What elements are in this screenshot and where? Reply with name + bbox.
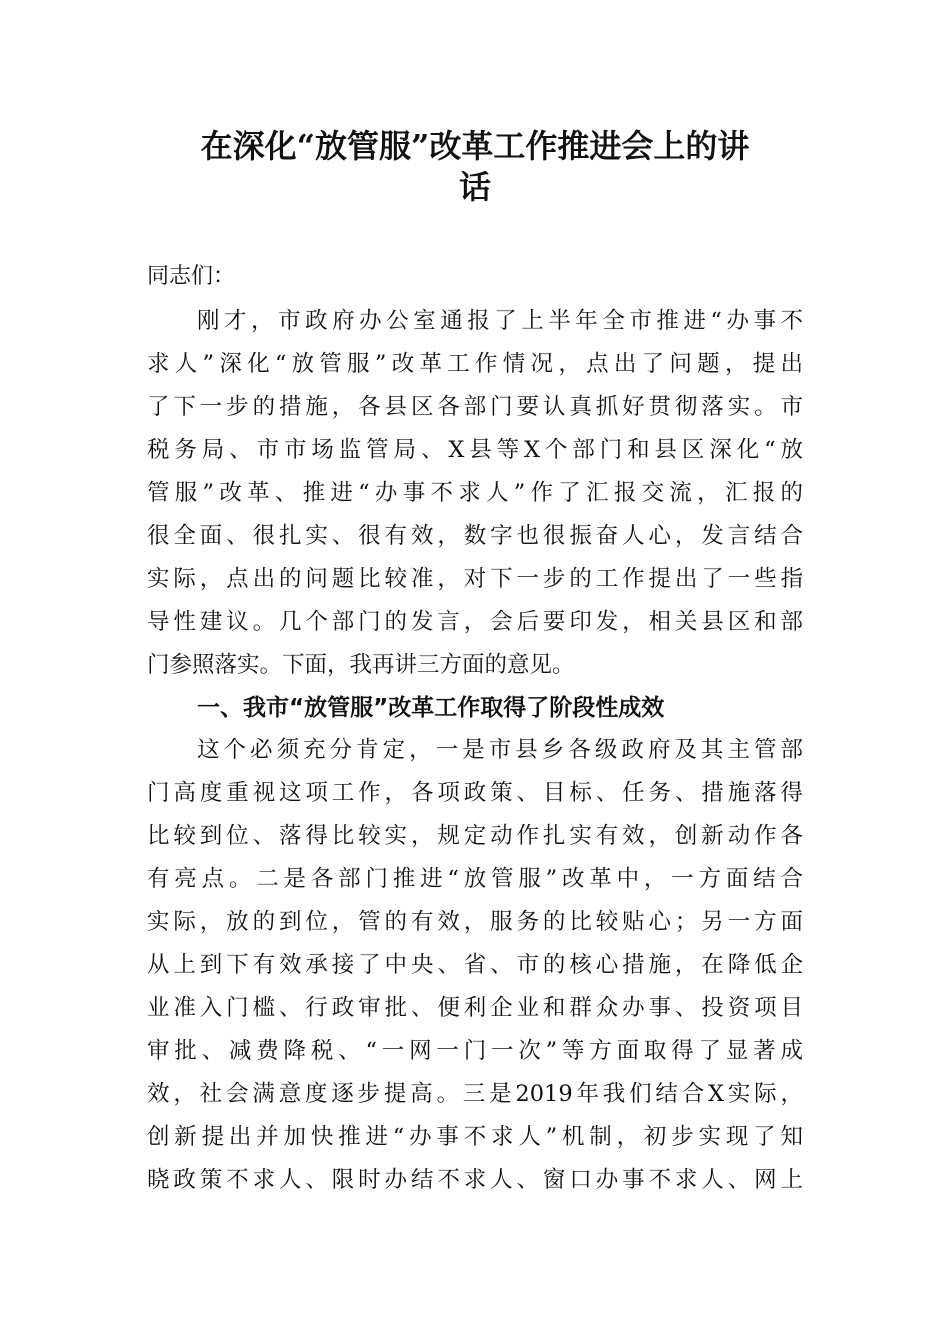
paragraph-line: 实际，放的到位，管的有效，服务的比较贴心；另一方面: [147, 909, 803, 935]
section-heading: 一、我市“放管服”改革工作取得了阶段性成效: [197, 695, 665, 721]
paragraph-line: 有亮点。二是各部门推进“放管服”改革中，一方面结合: [147, 866, 803, 892]
paragraph-line: 审批、减费降税、“一网一门一次”等方面取得了显著成: [147, 1038, 803, 1064]
paragraph-2: [147, 729, 803, 1202]
paragraph-line: 从上到下有效承接了中央、省、市的核心措施，在降低企: [147, 952, 803, 978]
paragraph-line: 晓政策不求人、限时办结不求人、窗口办事不求人、网上: [147, 1167, 803, 1193]
document-title-line-1: 在深化“放管服”改革工作推进会上的讲: [200, 127, 750, 165]
paragraph-line: 求人”深化“放管服”改革工作情况，点出了问题，提出: [147, 351, 803, 377]
paragraph-line: 创新提出并加快推进“办事不求人”机制，初步实现了知: [147, 1124, 803, 1150]
paragraph-1: [147, 300, 803, 687]
paragraph-line: 管服”改革、推进“办事不求人”作了汇报交流，汇报的: [147, 480, 803, 506]
greeting: 同志们：: [147, 264, 236, 289]
document-title-line-2: 话: [458, 168, 491, 206]
paragraph-line: 税务局、市市场监管局、X县等X个部门和县区深化“放: [147, 437, 803, 463]
paragraph-line: 导性建议。几个部门的发言，会后要印发，相关县区和部: [147, 609, 803, 635]
paragraph-line: 效，社会满意度逐步提高。三是2019年我们结合X实际，: [147, 1081, 803, 1107]
paragraph-line: 实际，点出的问题比较准，对下一步的工作提出了一些指: [147, 566, 803, 592]
paragraph-line: 业准入门槛、行政审批、便利企业和群众办事、投资项目: [147, 995, 803, 1021]
paragraph-line: 刚才，市政府办公室通报了上半年全市推进“办事不: [197, 308, 803, 334]
paragraph-line: 门高度重视这项工作，各项政策、目标、任务、措施落得: [147, 780, 803, 806]
paragraph-line: 比较到位、落得比较实，规定动作扎实有效，创新动作各: [147, 823, 803, 849]
paragraph-line: 很全面、很扎实、很有效，数字也很振奋人心，发言结合: [147, 523, 803, 549]
paragraph-line: 门参照落实。下面，我再讲三方面的意见。: [147, 652, 575, 678]
paragraph-line: 了下一步的措施，各县区各部门要认真抓好贯彻落实。市: [147, 394, 803, 420]
paragraph-line: 这个必须充分肯定，一是市县乡各级政府及其主管部: [197, 737, 803, 763]
